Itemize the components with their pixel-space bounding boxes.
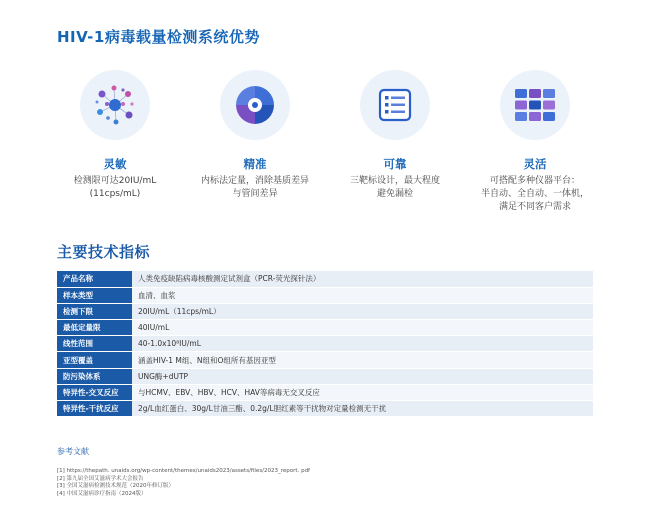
section-title-advantages: HIV-1病毒载量检测系统优势: [57, 28, 260, 46]
reference-item[interactable]: [1] https://thepath. unaids.org/wp-content/themes/unaids2023/assets/files/2023_report. pdf: [57, 468, 310, 474]
feature-description: 三靶标设计，最大程度 避免漏检: [349, 176, 440, 199]
references-title: 参考文献: [57, 447, 89, 456]
feature-description: 内标法定量，消除基质差异 与管间差异: [200, 176, 309, 199]
feature-reliable: [325, 70, 465, 201]
spec-value: 40-1.0x10⁸IU/mL: [132, 336, 593, 352]
section-title-specs: 主要技术指标: [57, 243, 151, 261]
feature-description: 检测限可达20IU/mL (11cps/mL): [73, 176, 157, 199]
spec-key: 特异性-干扰反应: [57, 401, 132, 417]
spec-value: 与HCMV、EBV、HBV、HCV、HAV等病毒无交叉反应: [132, 384, 593, 400]
spec-key: 检测下限: [57, 303, 132, 319]
spec-key: 样本类型: [57, 287, 132, 303]
table-row: [57, 368, 593, 384]
spec-value: 人类免疫缺陷病毒核酸测定试剂盒（PCR-荧光探针法）: [132, 271, 593, 287]
feature-title: 灵敏: [103, 157, 127, 171]
feature-title: 精准: [243, 157, 267, 171]
reference-item: [4] 中国艾滋病诊疗指南（2024版）: [57, 490, 147, 497]
feature-title: 可靠: [383, 157, 407, 171]
grid-tiles-icon: [500, 70, 570, 140]
spec-key: 特异性-交叉反应: [57, 384, 132, 400]
table-row: [57, 352, 593, 368]
feature-sensitive: [45, 70, 185, 201]
spec-key: 线性范围: [57, 336, 132, 352]
table-row: [57, 401, 593, 417]
feature-flexible: [465, 70, 605, 214]
feature-description: 可搭配多种仪器平台： 半自动、全自动、一体机， 满足不同客户需求: [480, 176, 589, 212]
table-row: [57, 271, 593, 287]
spec-table: [57, 271, 593, 417]
reference-item: [3] 全国艾滋病检测技术规范（2020年修订版）: [57, 483, 175, 490]
references-list: [57, 468, 310, 498]
table-row: [57, 336, 593, 352]
features-row: [45, 70, 605, 220]
table-row: [57, 384, 593, 400]
spec-value: 2g/L血红蛋白、30g/L甘油三酯、0.2g/L胆红素等干扰物对定量检测无干扰: [132, 401, 593, 417]
molecule-network-icon: [80, 70, 150, 140]
table-row: [57, 287, 593, 303]
spec-value: 血清、血浆: [132, 287, 593, 303]
reference-item: [2] 第九届全国艾滋病学术大会报告: [57, 475, 144, 482]
document-checklist-icon: [360, 70, 430, 140]
feature-accurate: [185, 70, 325, 201]
spec-value: 40IU/mL: [132, 320, 593, 336]
spec-value: 20IU/mL（11cps/mL）: [132, 303, 593, 319]
spec-value: 涵盖HIV-1 M组、N组和O组所有基因亚型: [132, 352, 593, 368]
spec-key: 亚型覆盖: [57, 352, 132, 368]
spec-value: UNG酶+dUTP: [132, 368, 593, 384]
table-row: [57, 320, 593, 336]
segmented-circle-icon: [220, 70, 290, 140]
spec-key: 最低定量限: [57, 320, 132, 336]
spec-key: 产品名称: [57, 271, 132, 287]
table-row: [57, 303, 593, 319]
feature-title: 灵活: [523, 157, 547, 171]
spec-key: 防污染体系: [57, 368, 132, 384]
